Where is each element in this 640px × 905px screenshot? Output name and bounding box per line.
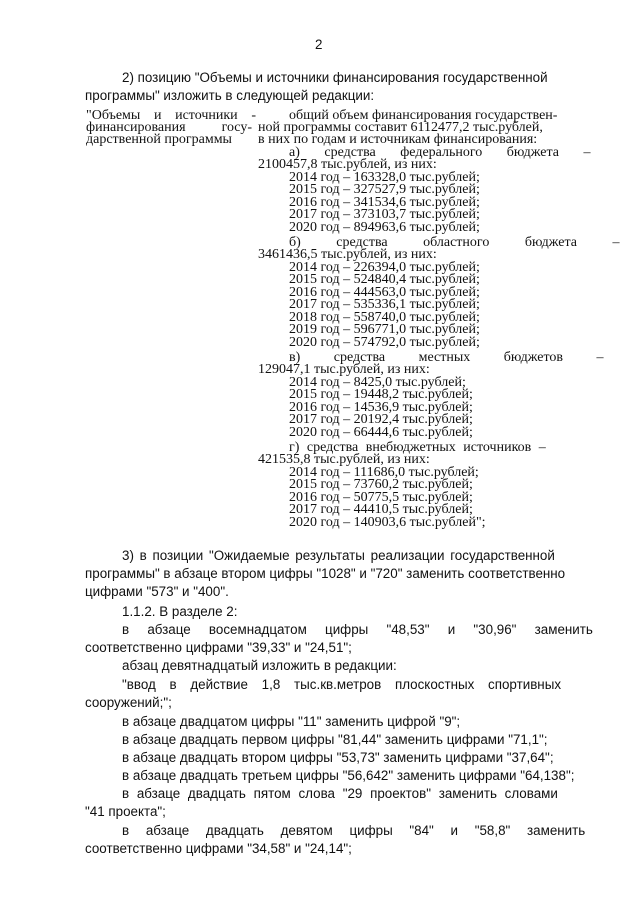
paragraph-line: в абзаце двадцать втором цифры "53,73" заменить цифрами "37,64";: [122, 750, 554, 765]
item2-line1: 2) позицию "Объемы и источники финансирования государственной: [122, 70, 548, 85]
item3-line: цифрами "573" и "400".: [85, 584, 229, 599]
right-line: общий объем финансирования государствен-: [289, 108, 558, 123]
right-line: 2017 год – 20192,4 тыс.рублей;: [289, 412, 473, 427]
paragraph-line: "ввод в действие 1,8 тыс.кв.метров плоскостных спортивных: [122, 677, 562, 692]
left-word: госу-: [221, 120, 252, 135]
right-line: 2017 год – 373103,7 тыс.рублей;: [289, 207, 480, 222]
right-line: 2015 год – 524840,4 тыс.рублей;: [289, 272, 480, 287]
right-line: 129047,1 тыс.рублей, из них:: [258, 362, 430, 377]
paragraph-line: в абзаце восемнадцатом цифры "48,53" и "30,96" заменить: [122, 622, 593, 637]
paragraph-line: в абзаце двадцатом цифры "11" заменить цифрой "9";: [122, 714, 461, 729]
right-line: 2014 год – 226394,0 тыс.рублей;: [289, 260, 480, 275]
left-word: источники: [175, 108, 238, 123]
right-line: 2020 год – 894963,6 тыс.рублей;: [289, 220, 480, 235]
left-word: и: [153, 108, 162, 123]
right-line: 2017 год – 535336,1 тыс.рублей;: [289, 297, 480, 312]
left-word: -: [251, 108, 256, 123]
right-line: 2020 год – 66444,6 тыс.рублей;: [289, 425, 473, 440]
right-line: 2016 год – 14536,9 тыс.рублей;: [289, 400, 473, 415]
right-line: 2016 год – 50775,5 тыс.рублей;: [289, 490, 473, 505]
right-line: 2019 год – 596771,0 тыс.рублей;: [289, 322, 480, 337]
paragraph-line: "41 проекта";: [85, 804, 166, 819]
right-line: в них по годам и источникам финансирования:: [258, 132, 538, 147]
right-line: 2014 год – 163328,0 тыс.рублей;: [289, 170, 480, 185]
paragraph-line: в абзаце двадцать девятом цифры "84" и "58,8" заменить: [122, 823, 586, 838]
paragraph-line: в абзаце двадцать третьем цифры "56,642" заменить цифрами "64,138";: [122, 768, 575, 783]
right-line: 3461436,5 тыс.рублей, из них:: [258, 247, 437, 262]
right-line: 2016 год – 444563,0 тыс.рублей;: [289, 285, 480, 300]
right-line: 2100457,8 тыс.рублей, из них:: [258, 157, 437, 172]
section-heading: 1.1.2. В разделе 2:: [122, 604, 238, 619]
right-line: ной программы составит 6112477,2 тыс.рублей,: [258, 120, 543, 135]
item2-line2: программы" изложить в следующей редакции:: [85, 88, 375, 103]
left-word: "Объемы: [86, 108, 141, 123]
right-line: 2015 год – 327527,9 тыс.рублей;: [289, 182, 480, 197]
right-line: б) средства областного бюджета –: [289, 235, 620, 250]
right-line: а) средства федерального бюджета –: [289, 145, 591, 160]
right-line: 421535,8 тыс.рублей, из них:: [258, 452, 430, 467]
paragraph-line: сооружений;";: [85, 695, 172, 710]
paragraph-line: абзац девятнадцатый изложить в редакции:: [122, 658, 397, 673]
right-line: г) средства внебюджетных источников –: [289, 440, 546, 455]
right-line: 2014 год – 8425,0 тыс.рублей;: [289, 375, 466, 390]
page-number: 2: [315, 37, 323, 52]
paragraph-line: соответственно цифрами "34,58" и "24,14";: [85, 841, 352, 856]
item3-line: программы" в абзаце втором цифры "1028" и "720" заменить соответственно: [85, 566, 566, 581]
left-cell-line: [86, 134, 232, 146]
paragraph-line: соответственно цифрами "39,33" и "24,51";: [85, 640, 352, 655]
right-line: 2014 год – 111686,0 тыс.рублей;: [289, 465, 479, 480]
left-word: финансирования: [86, 120, 186, 135]
right-line: 2015 год – 73760,2 тыс.рублей;: [289, 477, 473, 492]
left-word: дарственной программы: [86, 132, 232, 147]
paragraph-line: в абзаце двадцать первом цифры "81,44" заменить цифрами "71,1";: [122, 732, 548, 747]
right-line: в) средства местных бюджетов –: [289, 350, 604, 365]
right-line: 2016 год – 341534,6 тыс.рублей;: [289, 195, 480, 210]
item3-line: 3) в позиции "Ожидаемые результаты реализации государственной: [122, 548, 555, 563]
right-line: 2015 год – 19448,2 тыс.рублей;: [289, 387, 473, 402]
right-line: 2020 год – 140903,6 тыс.рублей";: [289, 515, 486, 530]
right-line: 2017 год – 44410,5 тыс.рублей;: [289, 502, 473, 517]
right-line: 2020 год – 574792,0 тыс.рублей;: [289, 335, 480, 350]
right-line: 2018 год – 558740,0 тыс.рублей;: [289, 310, 480, 325]
paragraph-line: в абзаце двадцать пятом слова "29 проектов" заменить словами: [122, 786, 558, 801]
